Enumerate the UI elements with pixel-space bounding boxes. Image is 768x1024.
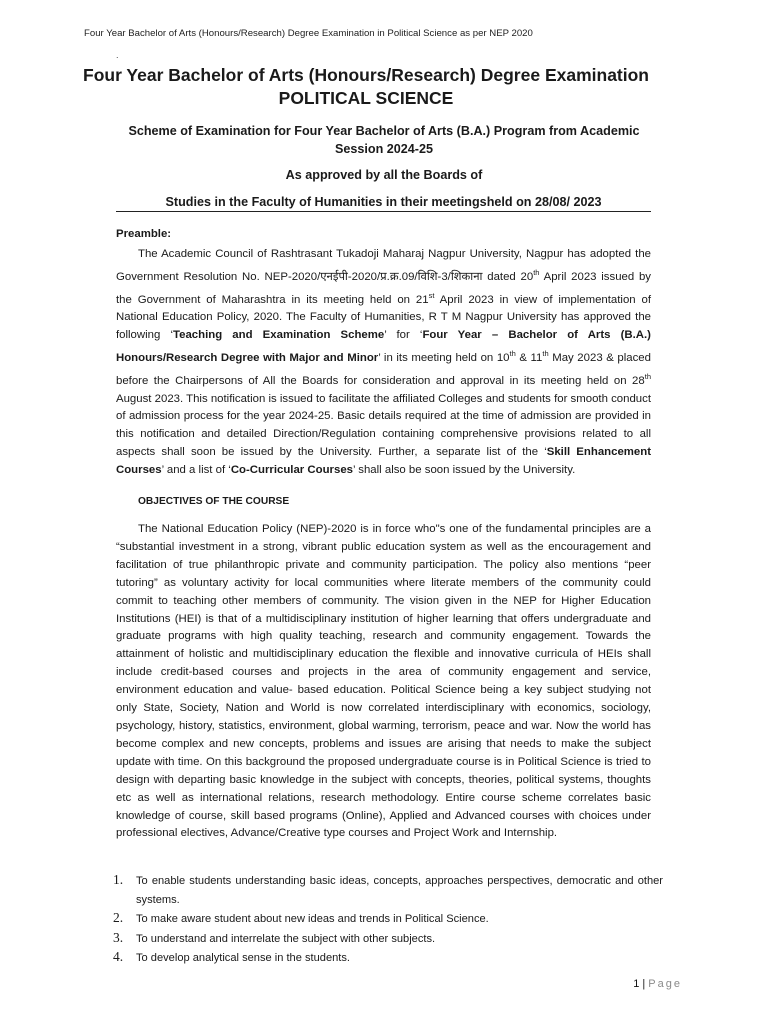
objective-text: To understand and interrelate the subject with other subjects. xyxy=(136,932,436,945)
text-run: ’ and a list of ‘ xyxy=(161,464,231,477)
objectives-heading: OBJECTIVES OF THE COURSE xyxy=(138,496,290,507)
ordinal-suffix: th xyxy=(533,267,540,277)
text-run: & 11 xyxy=(515,351,543,364)
text-run: April 2023 issued by the Government of Maharashtra in its meeting held on 21 xyxy=(116,270,651,306)
bold-phrase: Skill Enhancement Courses xyxy=(116,446,652,477)
objective-text: To develop analytical sense in the students. xyxy=(136,952,350,964)
text-run: May 2023 & placed before the Chairpersons of All the Boards for consideration and approval in its meeting held on 28 xyxy=(116,351,651,387)
page-label: Page xyxy=(648,978,682,990)
ordinal-suffix: th xyxy=(542,349,549,359)
objective-number: 1. xyxy=(113,872,124,887)
objective-text: To make aware student about new ideas and trends in Political Science. xyxy=(136,913,489,925)
running-header: Four Year Bachelor of Arts (Honours/Research) Degree Examination in Political Science as per NEP 2020 xyxy=(84,28,533,39)
ordinal-suffix: th xyxy=(509,349,516,359)
text-run: The Academic Council of Rashtrasant Tukadoji Maharaj Nagpur University, Nagpur has adopted the Government Resolution No. NEP-2020/एनईपी-2020/प्र.क्र.09/विशि-3/शिकाना dated 20 xyxy=(116,248,651,283)
text-run: ’ for ‘ xyxy=(384,329,423,342)
objective-item xyxy=(108,872,663,909)
bold-phrase: Four Year – Bachelor of Arts (B.A.) Honours/Research Degree with Major and Minor xyxy=(116,329,651,364)
objective-item xyxy=(108,910,663,929)
objective-number: 3. xyxy=(113,929,124,945)
objectives-list xyxy=(108,872,663,969)
objective-item xyxy=(108,930,663,949)
objective-item xyxy=(108,949,663,968)
preamble-paragraph xyxy=(116,246,651,480)
title-line-2: POLITICAL SCIENCE xyxy=(278,88,454,108)
dot-mark: . xyxy=(116,50,119,60)
page-number: 1 xyxy=(633,978,640,990)
footer-separator: | xyxy=(639,978,649,990)
text-run: August 2023. This notification is issued to facilitate the affiliated Colleges and students for smooth conduct of admission process for the year 2024-25. Basic details required at the time of admission are provided in this notification and detailed Direction/Regulation containing comprehensive provisions related to all aspects shall soon be issued by the University. Further, a separate list of the ‘ xyxy=(116,392,651,459)
objective-number: 4. xyxy=(113,949,124,964)
text-run: April 2023 in view of implementation of National Education Policy, 2020. The Faculty of Humanities, R T M Nagpur University has approved the following ‘ xyxy=(116,293,652,342)
text-run: ’ in its meeting held on 10 xyxy=(378,351,510,364)
scheme-subtitle: Scheme of Examination for Four Year Bachelor of Arts (B.A.) Program from Academic Session 2024-25 xyxy=(128,124,640,156)
approved-line: As approved by all the Boards of xyxy=(285,168,483,182)
page-title xyxy=(0,64,732,110)
objective-text: To enable students understanding basic ideas, concepts, approaches perspectives, democratic and other systems. xyxy=(136,875,663,906)
text-run: ’ shall also be soon issued by the University. xyxy=(353,464,576,477)
objectives-paragraph: The National Education Policy (NEP)-2020 is in force who"s one of the fundamental principles are a “substantial investment in a strong, vibrant public education system as well as the encouragement and facilitation of true philanthropic private and community participation. The policy also mentions “peer tutoring” as voluntary activity for local communities where literate members of the community could commit to teaching other members of community. The vision given in the NEP for Higher Education Institutions (HEI) is that of a multidisciplinary institution of higher learning that offers undergraduate and graduate programs with high quality teaching, research and community engagement. Towards the attainment of holistic and multidisciplinary education the flexible and innovative curricula of HEIs shall include credit-based courses and projects in the area of community engagement and service, environment education and value- based education. Political Science being a key subject studying not only State, Society, Nation and World is now correlated interdisciplinary with economics, sociology, psychology, history, statistics, environment, global warming, terrorism, peace and war. Now the world has become complex and new concepts, problems and issues are arising that needs to make the subject update with time. On this background the proposed undergraduate course is in Political Science is tried to design with departing basic knowledge in the subject with concepts, theories, political systems, thoughts etc as well as international relations, research methodology. Entire course scheme correlates basic knowledge of course, skill based programs (Online), Applied and Advanced courses with choices under professional electives, Advance/Creative type courses and Project Work and Internship. xyxy=(116,523,651,840)
objective-number: 2. xyxy=(113,910,124,925)
preamble-heading: Preamble: xyxy=(116,228,172,240)
bold-phrase: Co-Curricular Courses xyxy=(230,464,353,477)
page-footer xyxy=(633,978,682,990)
bold-phrase: Teaching and Examination Scheme xyxy=(173,329,385,342)
studies-line: Studies in the Faculty of Humanities in their meetingsheld on 28/08/ 2023 xyxy=(116,195,651,212)
title-line-1: Four Year Bachelor of Arts (Honours/Research) Degree Examination xyxy=(83,65,649,85)
ordinal-suffix: st xyxy=(428,290,435,300)
ordinal-suffix: th xyxy=(644,371,651,381)
